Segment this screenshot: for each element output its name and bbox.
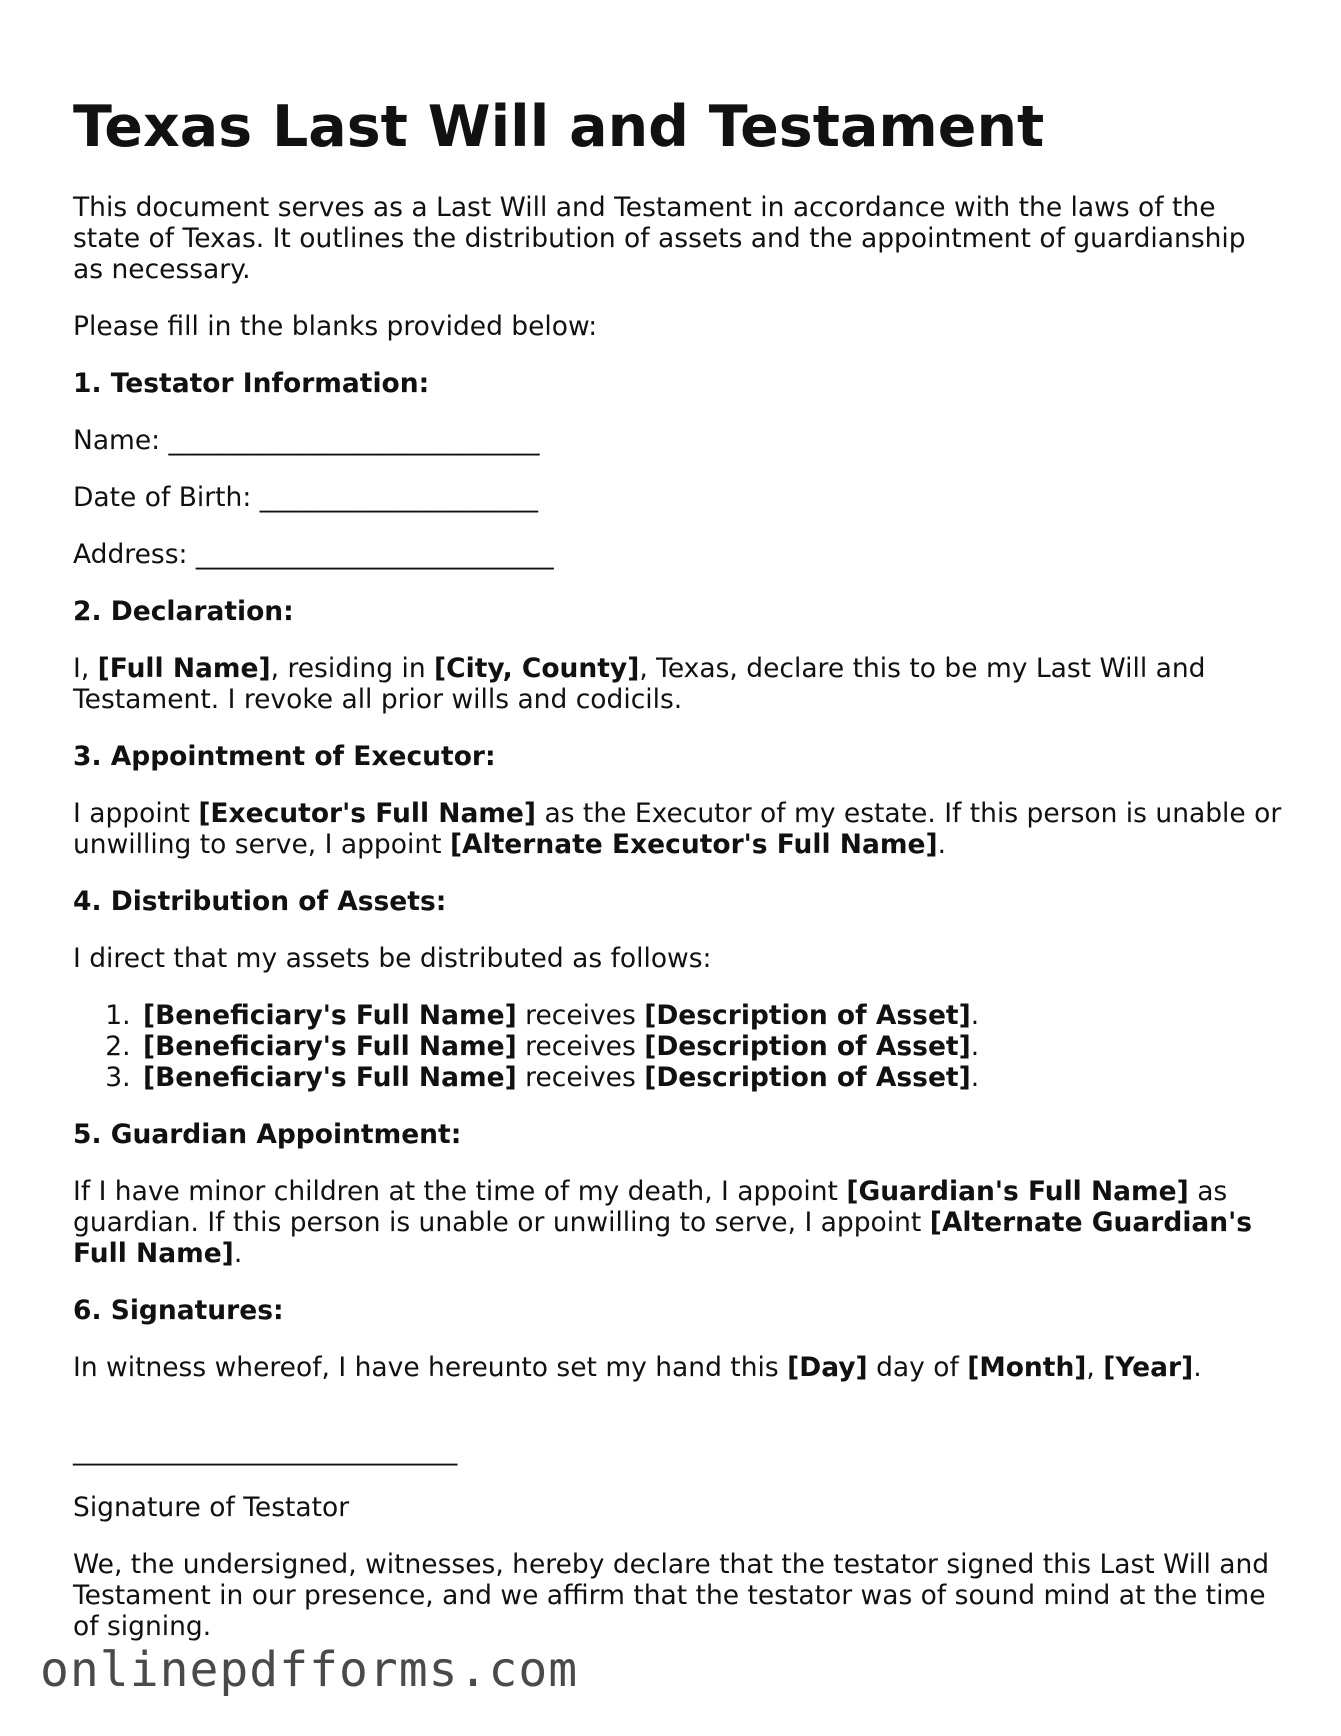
declaration-text-2: , residing in bbox=[270, 653, 435, 684]
witness-text-2: day of bbox=[867, 1352, 968, 1383]
address-blank[interactable]: ___________________________ bbox=[195, 539, 554, 570]
executor-text-3: . bbox=[937, 829, 946, 860]
distribution-intro: I direct that my assets be distributed as follows: bbox=[73, 943, 712, 974]
witness-text-1: In witness whereof, I have hereunto set my hand this bbox=[73, 1352, 788, 1383]
declaration-paragraph bbox=[73, 653, 1283, 715]
guardian-text-2: as guardian. If this person is unable or unwilling to serve, I appoint bbox=[73, 1176, 1228, 1238]
witness-text-3: , bbox=[1086, 1352, 1104, 1383]
list-item bbox=[139, 1062, 1283, 1093]
receives-text: receives bbox=[516, 1062, 645, 1093]
beneficiary-placeholder: [Beneficiary's Full Name] bbox=[143, 1000, 517, 1031]
beneficiary-placeholder: [Beneficiary's Full Name] bbox=[143, 1031, 517, 1062]
receives-text: receives bbox=[516, 1000, 645, 1031]
section-6-heading: 6. Signatures: bbox=[73, 1295, 284, 1326]
executor-name-placeholder: [Executor's Full Name] bbox=[198, 798, 537, 829]
executor-text-2: as the Executor of my estate. If this person is unable or unwilling to serve, I appoint bbox=[73, 798, 1282, 860]
year-placeholder: [Year] bbox=[1103, 1352, 1194, 1383]
asset-placeholder: [Description of Asset] bbox=[644, 1000, 971, 1031]
witness-text-4: . bbox=[1193, 1352, 1202, 1383]
guardian-text-3: . bbox=[233, 1238, 243, 1269]
site-watermark: onlinepdfforms.com bbox=[40, 1642, 579, 1698]
section-1-heading: 1. Testator Information: bbox=[73, 368, 430, 399]
beneficiary-placeholder: [Beneficiary's Full Name] bbox=[143, 1062, 517, 1093]
section-2-heading: 2. Declaration: bbox=[73, 596, 294, 627]
name-field-row bbox=[73, 425, 1283, 456]
section-5-heading: 5. Guardian Appointment: bbox=[73, 1119, 462, 1150]
testator-signature-line[interactable]: _____________________________ bbox=[73, 1435, 458, 1466]
dob-blank[interactable]: _____________________ bbox=[259, 482, 538, 513]
testator-signature-label: Signature of Testator bbox=[73, 1492, 350, 1523]
list-item bbox=[139, 1031, 1283, 1062]
list-item bbox=[139, 1000, 1283, 1031]
name-blank[interactable]: ____________________________ bbox=[168, 425, 540, 456]
section-3-heading: 3. Appointment of Executor: bbox=[73, 741, 496, 772]
city-county-placeholder: [City, County] bbox=[434, 653, 640, 684]
address-field-row bbox=[73, 539, 1283, 570]
item-end: . bbox=[970, 1031, 980, 1062]
guardian-name-placeholder: [Guardian's Full Name] bbox=[846, 1176, 1189, 1207]
section-4-heading: 4. Distribution of Assets: bbox=[73, 886, 447, 917]
document-title: Texas Last Will and Testament bbox=[73, 94, 1045, 160]
day-placeholder: [Day] bbox=[787, 1352, 868, 1383]
witness-whereof-paragraph bbox=[73, 1352, 1283, 1383]
guardian-text-1: If I have minor children at the time of my death, I appoint bbox=[73, 1176, 847, 1207]
intro-paragraph: This document serves as a Last Will and Testament in accordance with the laws of the state of Texas. It outlines the distribution of assets and the appointment of guardianship as necessary. bbox=[73, 192, 1246, 285]
dob-field-row bbox=[73, 482, 1283, 513]
document-body bbox=[73, 92, 1283, 1668]
instruction-text: Please fill in the blanks provided below: bbox=[73, 311, 598, 342]
executor-paragraph bbox=[73, 798, 1283, 860]
asset-placeholder: [Description of Asset] bbox=[644, 1031, 971, 1062]
dob-label: Date of Birth: bbox=[73, 482, 252, 513]
address-label: Address: bbox=[73, 539, 188, 570]
asset-placeholder: [Description of Asset] bbox=[644, 1062, 971, 1093]
item-end: . bbox=[970, 1000, 980, 1031]
alternate-guardian-placeholder: [Alternate Guardian's Full Name] bbox=[73, 1207, 1253, 1269]
declaration-text-3: , Texas, declare this to be my Last Will and Testament. I revoke all prior wills and codicils. bbox=[73, 653, 1206, 715]
name-label: Name: bbox=[73, 425, 161, 456]
alternate-executor-placeholder: [Alternate Executor's Full Name] bbox=[449, 829, 938, 860]
guardian-paragraph bbox=[73, 1176, 1283, 1269]
beneficiary-list bbox=[73, 1000, 1283, 1093]
declaration-text-1: I, bbox=[73, 653, 98, 684]
executor-text-1: I appoint bbox=[73, 798, 199, 829]
item-end: . bbox=[970, 1062, 980, 1093]
witness-statement: We, the undersigned, witnesses, hereby declare that the testator signed this Last Will and Testament in our presence, and we affirm that the testator was of sound mind at the time of signing. bbox=[73, 1549, 1270, 1642]
full-name-placeholder: [Full Name] bbox=[97, 653, 271, 684]
month-placeholder: [Month] bbox=[967, 1352, 1087, 1383]
receives-text: receives bbox=[516, 1031, 645, 1062]
